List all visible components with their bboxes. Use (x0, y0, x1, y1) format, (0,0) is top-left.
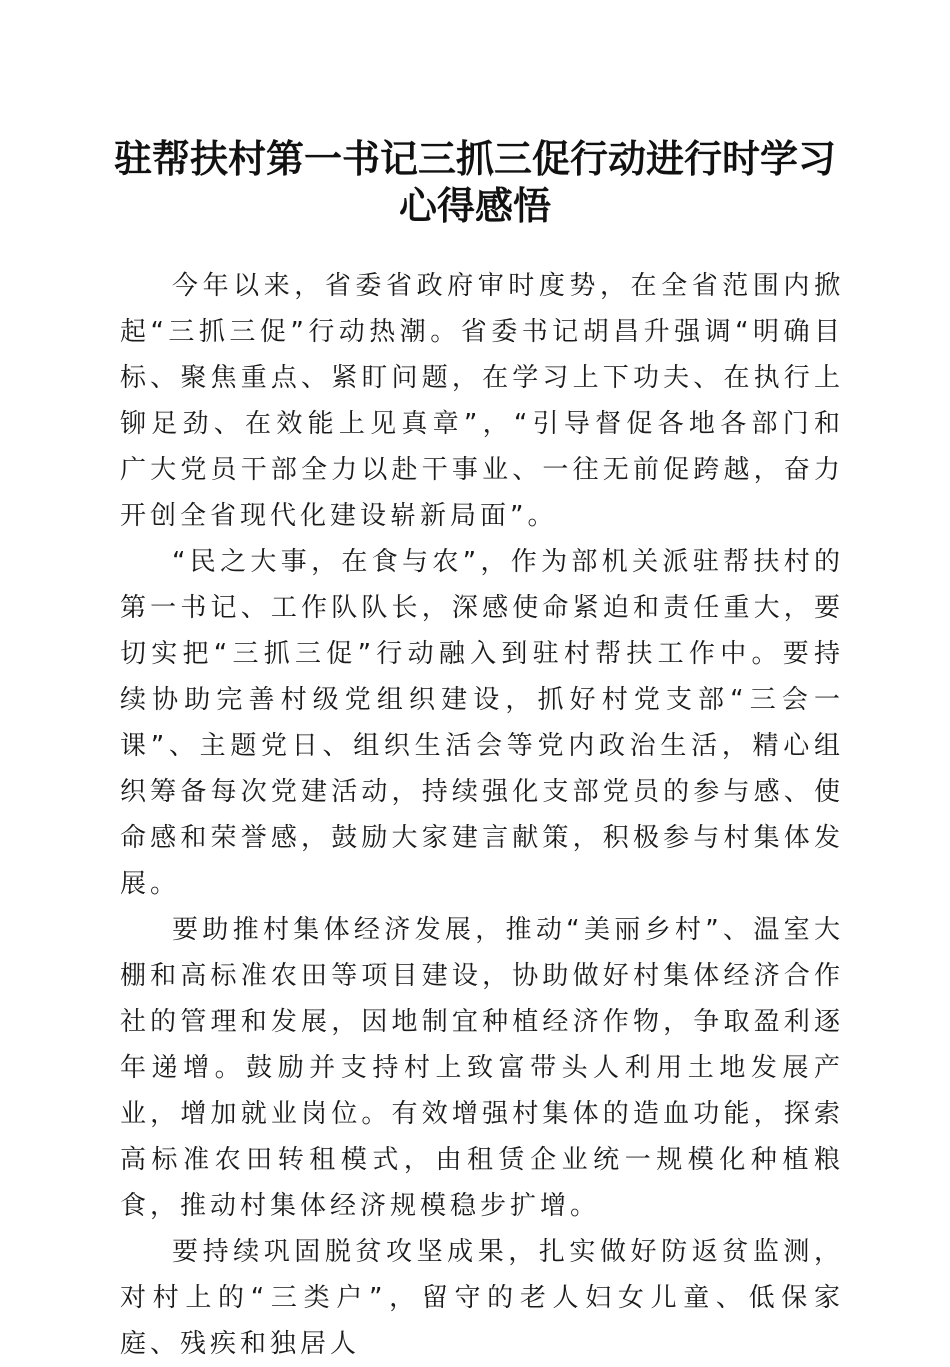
paragraph: 要助推村集体经济发展，推动“美丽乡村”、温室大棚和高标准农田等项目建设，协助做好村集体经济合作社的管理和发展，因地制宜种植经济作物，争取盈利逐年递增。鼓励并支持村上致富带头人利用土地发展产业，增加就业岗位。有效增强村集体的造血功能，探索高标准农田转租模式，由租赁企业统一规模化种植粮食，推动村集体经济规模稳步扩增。 (120, 915, 844, 1221)
paragraph: “民之大事，在食与农”，作为部机关派驻帮扶村的第一书记、工作队队长，深感使命紧迫和责任重大，要切实把“三抓三促”行动融入到驻村帮扶工作中。要持续协助完善村级党组织建设，抓好村党支部“三会一课”、主题党日、组织生活会等党内政治生活，精心组织筹备每次党建活动，持续强化支部党员的参与感、使命感和荣誉感，鼓励大家建言献策，积极参与村集体发展。 (120, 547, 844, 899)
paragraph: 今年以来，省委省政府审时度势，在全省范围内掀起“三抓三促”行动热潮。省委书记胡昌升强调“明确目标、聚焦重点、紧盯问题，在学习上下功夫、在执行上铆足劲、在效能上见真章”，“引导督促各地各部门和广大党员干部全力以赴干事业、一往无前促跨越，奋力开创全省现代化建设崭新局面”。 (120, 271, 844, 531)
document-body (120, 263, 844, 1367)
paragraph: 要持续巩固脱贫攻坚成果，扎实做好防返贫监测，对村上的“三类户”，留守的老人妇女儿童、低保家庭、残疾和独居人 (120, 1237, 844, 1359)
document-title: 驻帮扶村第一书记三抓三促行动进行时学习心得感悟 (113, 136, 836, 228)
